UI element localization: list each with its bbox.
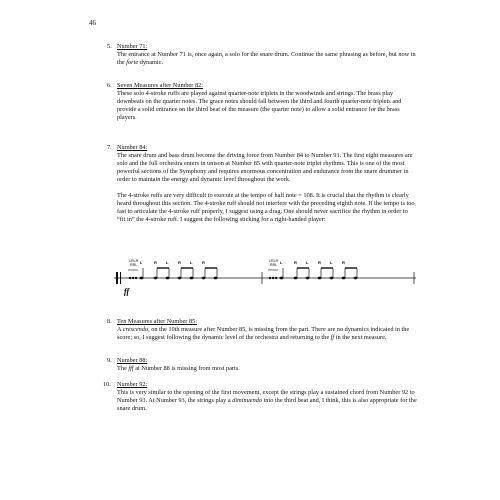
grace-notes bbox=[268, 270, 278, 279]
item-heading: Ten Measures after Number 85: bbox=[117, 318, 197, 325]
stickings-1 bbox=[140, 260, 205, 265]
italic-term: ff bbox=[330, 334, 335, 341]
sticking: L bbox=[330, 260, 333, 265]
dynamic-marking: ff bbox=[124, 287, 130, 296]
ruff-sticking: RRL bbox=[130, 263, 138, 267]
grace-notes bbox=[128, 270, 138, 279]
item-6 bbox=[107, 82, 417, 122]
italic-term: forte bbox=[126, 59, 139, 66]
item-number: 9. bbox=[107, 357, 112, 364]
item-body: The fff at Number 88 is missing from most parts. bbox=[117, 365, 240, 372]
sticking: R bbox=[178, 260, 181, 265]
italic-term: fff bbox=[128, 365, 134, 372]
item-heading: Seven Measures after Number 82: bbox=[117, 82, 204, 89]
ruff-sticking: LRLR bbox=[129, 259, 139, 263]
sticking: R bbox=[294, 260, 297, 265]
item-body: The entrance at Number 71 is, once again, a solo for the snare drum. Continue the same phrasing as before, but now in the forte dynamic. bbox=[117, 51, 416, 66]
sticking: L bbox=[306, 260, 309, 265]
italic-term: diminuendo bbox=[232, 397, 262, 404]
item-body-second-paragraph: The 4-stroke ruffs are very difficult to execute at the tempo of half note = 108. It is crucial that the rhythm is clearly heard throughout this section. The 4-stroke ruff should not interfere with the preceding eighth note. If the tempo is too fast to articulate the 4-stroke ruff properly, I suggest using a drag. One should never sacrifice the rhythm in order to “fit in” the 4-stroke ruff. I suggest the following sticking for a right-handed player: bbox=[117, 192, 415, 223]
item-heading: Number 84: bbox=[117, 144, 148, 151]
item-8 bbox=[107, 318, 417, 342]
ruff-sticking: RRL bbox=[270, 263, 278, 267]
item-body: A crescendo, on the 10th measure after Number 85, is missing from the part. There are no dynamics indicated in the score; so, I suggest following the dynamic level of the orchestra and returning to the ff in the next measure. bbox=[117, 326, 410, 341]
item-heading: Number 71: bbox=[117, 43, 148, 50]
item-10 bbox=[103, 381, 417, 413]
item-number: 6. bbox=[107, 82, 112, 89]
item-5 bbox=[107, 43, 417, 67]
page-number: 46 bbox=[89, 19, 96, 27]
sticking: R bbox=[202, 260, 205, 265]
music-example bbox=[110, 258, 420, 306]
italic-term: crescendo bbox=[122, 326, 149, 333]
item-heading: Number 88: bbox=[117, 357, 148, 364]
item-number: 5. bbox=[107, 43, 112, 50]
sticking: R bbox=[342, 260, 345, 265]
item-body: This is very similar to the opening of the first movement, except the strings play a sustained chord from Number 92 to Number 93. At Number 93, the strings play a diminuendo into the third beat and, I think, this is also appropriate for the snare drum. bbox=[117, 389, 417, 412]
sticking: L bbox=[140, 260, 143, 265]
ruff-sticking: LRLR bbox=[269, 259, 279, 263]
item-number: 7. bbox=[107, 144, 112, 151]
item-number: 8. bbox=[107, 318, 112, 325]
item-body: These solo 4-stroke ruffs are played against quarter-note triplets in the woodwinds and strings. The brass play downbeats on the quarter notes. The grace notes should fall between the third and fourth quarter-note triplets and provide a solid entrance on the third beat of the measure (the quarter note) to allow a solid entrance for the brass players. bbox=[117, 90, 402, 121]
item-9 bbox=[107, 357, 417, 373]
item-heading: Number 92: bbox=[117, 381, 148, 388]
sticking: L bbox=[190, 260, 193, 265]
item-7 bbox=[107, 144, 417, 224]
sticking: R bbox=[318, 260, 321, 265]
sticking: L bbox=[280, 260, 283, 265]
stickings-2 bbox=[280, 260, 345, 265]
item-number: 10. bbox=[103, 381, 111, 388]
sticking: L bbox=[166, 260, 169, 265]
item-body: The snare drum and bass drum become the driving force from Number 84 to Number 91. The first eight measures are solo and the full orchestra enters in unison at Number 85 with quarter-note triplet rhythms. This is one of the most powerful sections of the Symphony and requires enormous concentration and endurance from the snare drummer in order to maintain the energy and dynamic level throughout the work. bbox=[117, 152, 413, 183]
sticking: R bbox=[154, 260, 157, 265]
